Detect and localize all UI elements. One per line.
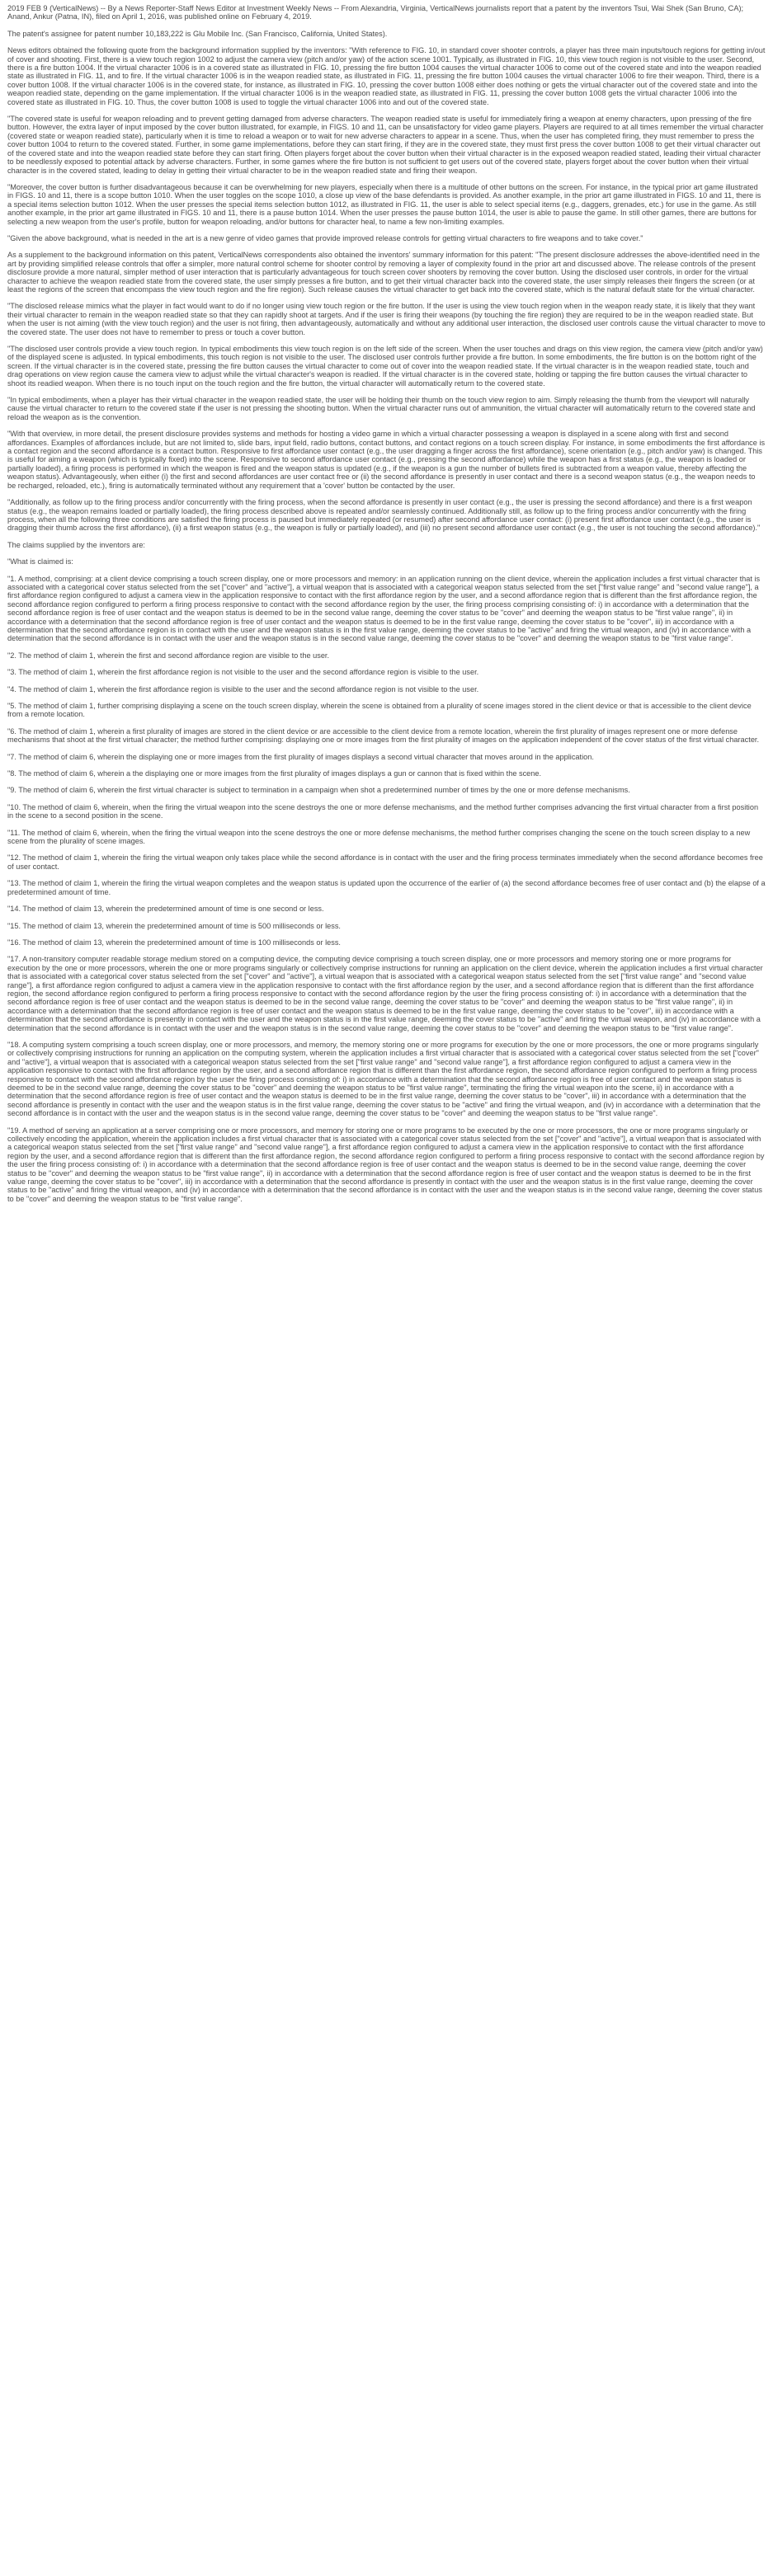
summary-paragraph: "The disclosed release mimics what the player in fact would want to do if no longer using view touch region or the fire button. If the user is using the view touch region when in the weapon ready state, it is likely that they want their virtual character to remain in the weapon readied state so that they can rapidly shoot at targets. And if the user is firing their weapons (by touching the fire region) they are required to be in the weapon readied state. But when the user is not aiming (with the view touch region) and the user is not firing, then advantageously, automatically and without any additional user interaction, the disclosed user controls cause the virtual character to move to the covered state. The user does not have to remember to press or touch a cover button. — [7, 302, 766, 336]
assignee-paragraph: The patent's assignee for patent number 10,183,222 is Glu Mobile Inc. (San Francisco, California, United States). — [7, 29, 388, 38]
background-paragraph: "Moreover, the cover button is further disadvantageous because it can be overwhelming for new players, especially when there is a multitude of other buttons on the screen. For instance, in the typical prior art game illustrated in FIGS. 10 and 11, there is a scope button 1010. When the user toggles on the scope 1010, a close up view of the base defendants is provided. As another example, in the prior art game illustrated in FIGS. 10 and 11, there is a special items selection button 1012. When the user presses the special items selection button 1012, as illustrated in FIG. 11, the user is able to select special items (e.g., daggers, grenades, etc.) for use in the game. As still another example, in the prior art game illustrated in FIGS. 10 and 11, there is a pause button 1014. When the user presses the pause button 1014, the user is able to pause the game. In still other games, there are buttons for selecting a new weapon from the user's profile, button for weapon reloading, and/or buttons for character heal, to name a few non-limiting examples. — [7, 182, 761, 226]
summary-paragraph: "In typical embodiments, when a player has their virtual character in the weapon readied state, the user will be holding their thumb on the touch view region to aim. Simply releasing the thumb from the viewport will naturally cause the virtual character to return to the covered state if the user is not pressing the shooting button. When the virtual character runs out of ammunition, the virtual character will automatically return to the covered state and reload the weapon as is the convention. — [7, 396, 756, 421]
claim-paragraph: "3. The method of claim 1, wherein the first affordance region is not visible to the user and the second affordance region is visible to the user. — [7, 668, 479, 677]
claim-paragraph: "17. A non-transitory computer readable storage medium stored on a computing device, the computing device comprising a touch screen display, one or more processors and memory storing one or more programs for execution by the one or more processors, wherein the one or more programs singularly or collectively comprise instructions for running an application on the client device, wherein the application includes a first virtual character that is associated with a categorical cover status selected from the set ["cover" and "active"], a virtual weapon that is associated with a categorical weapon status selected from the set ["first value range" and "second value range"], a first affordance region configured to adjust a camera view in the application responsive to contact with the first affordance region by the user, and a second affordance region that is different than the first affordance region, the second affordance region configured to perform a firing process responsive to contact with the second affordance region by the user the firing process consisting of: i) in accordance with a determination that the second affordance region is free of user contact and the weapon status is deemed to be in the second value range, deeming the cover status to be "cover" and deeming the weapon status to be "first value range", ii) in accordance with a determination that the second affordance region is free of user contact and the weapon status is deemed to be in the first value range, deeming the cover status to be "cover", iii) in accordance with a determination that the second affordance is presently in contact with the user and the weapon status is in the first value range, deeming the cover status to be "active" and firing the virtual weapon, and (iv) in accordance with a determination that the second affordance is in contact with the user and the weapon status is in the second value range, deeming the cover status to be "cover" and deeming the weapon status to be "first value range". — [7, 955, 763, 1032]
article-body — [0, 0, 773, 1203]
background-paragraph: "Given the above background, what is needed in the art is a new genre of video games that provide improved release controls for getting virtual characters to fire weapons and to take cover." — [7, 233, 643, 242]
claim-paragraph: "2. The method of claim 1, wherein the first and second affordance region are visible to the user. — [7, 651, 330, 660]
claim-paragraph: "7. The method of claim 6, wherein the displaying one or more images from the first plurality of images displays a second virtual character that moves around in the application. — [7, 752, 594, 761]
claim-paragraph: "5. The method of claim 1, further comprising displaying a scene on the touch screen display, wherein the scene is obtained from a plurality of scene images stored in the client device or that is accessible to the client device from a remote location. — [7, 702, 752, 719]
claims-intro: The claims supplied by the inventors are: — [7, 540, 145, 549]
claim-paragraph: "1. A method, comprising: at a client device comprising a touch screen display, one or more processors and memory: in an application running on the client device, wherein the application includes a first virtual character that is associated with a categorical cover status selected from the set ["cover" and "active"], a virtual weapon that is associated with a categorical weapon status selected from the set ["first value range" and "second value range"], a first affordance region configured to adjust a camera view in the application responsive to contact with the first affordance region by the user, and a second affordance region that is different than the first affordance region, the second affordance region configured to perform a firing process responsive to contact with the second affordance region by the user, the firing process comprising consisting of: i) in accordance with a determination that the second affordance region is free of user contact and the weapon status is deemed to be in the second value range, deeming the cover status to be "cover" and deeming the weapon status to be "first value range", ii) in accordance with a determination that the second affordance region is free of user contact and the weapon status is deemed to be in the first value range, deeming the cover status to be "cover", iii) in accordance with a determination that the second affordance region is in contact with the user and the weapon status is in the first value range, deeming the cover status to be "active" and firing the virtual weapon, and (iv) in accordance with a determination that the second affordance is in contact with the user and the weapon status is in the second value range, deeming the cover status to be "cover" and deeming the weapon status to be "first value range". — [7, 574, 761, 643]
background-paragraph: News editors obtained the following quote from the background information supplied by the inventors: "With reference to FIG. 10, in standard cover shooter controls, a player has three main inputs/touch regions for getting in/out of cover and shooting. First, there is a view touch region 1002 to adjust the camera view (pitch and/or yaw) of the action scene 1001. Typically, as illustrated in FIG. 10, this view touch region is not visible to the user. Second, there is a fire button 1004. If the virtual character 1006 is in a covered state as illustrated in FIG. 10, pressing the fire button 1004 causes the virtual character 1006 to come out of the covered state and into the weapon readied state as illustrated in FIG. 11, and to fire. If the virtual character 1006 is in the weapon readied state, as illustrated in FIG. 11, pressing the fire button 1004 causes the virtual character 1006 to fire their weapon. Third, there is a cover button 1008. If the virtual character 1006 is in the covered state, for instance, as illustrated in FIG. 10, pressing the cover button 1008 either does nothing or gets the virtual character out of the covered state and into the weapon readied state, depending on the game implementation. If the virtual character 1006 is in the weapon readied state, as illustrated in FIG. 11, pressing the cover button 1008 gets the virtual character 1006 into the covered state as illustrated in FIG. 10. Thus, the cover button 1008 is used to toggle the virtual character 1006 into and out of the covered state. — [7, 46, 766, 106]
background-paragraph: "The covered state is useful for weapon reloading and to prevent getting damaged from adverse characters. The weapon readied state is useful for immediately firing a weapon at enemy characters, upon pressing of the fire button. However, the extra layer of input imposed by the cover button illustrated, for example, in FIGS. 10 and 11, can be unsatisfactory for video game players. Players are required to at all times remember the virtual character (covered state or weapon readied state), particularly when it is time to reload a weapon or to wait for new adverse characters to appear in a scene. Thus, when the user has completed firing, they must remember to press the cover button 1004 to return to the covered stated. Further, in some game implementations, before they can start firing, if they are in the covered state, they must first press the cover button 1008 to get their virtual character out of the covered state and into the weapon readied state before they can start firing. Often players forget about the cover button when their virtual character is in the exposed weapon readied stated, leading their virtual character to be needlessly exposed to potential attack by adverse characters. Further, in some games where the fire button is not sufficient to get users out of the covered state, players forget about the cover button when their virtual character is in the covered stated, leading to delay in getting their virtual character to be in the weapon readied state and firing their weapon. — [7, 115, 764, 175]
claim-paragraph: "13. The method of claim 1, wherein the firing the virtual weapon completes and the weapon status is updated upon the occurrence of the earlier of (a) the second affordance becomes free of user contact and (b) the elapse of a predetermined amount of time. — [7, 879, 766, 896]
claim-paragraph: "18. A computing system comprising a touch screen display, one or more processors, and memory, the memory storing one or more programs for execution by the one or more processors, the one or more programs singularly or collectively comprising instructions for running an application on the computing system, wherein the application includes a first virtual character that is associated with a categorical cover status selected from the set ["cover" and "active"], a virtual weapon that is associated with a categorical weapon status selected from the set ["first value range" and "second value range"], a first affordance region configured to adjust a camera view in the application responsive to contact with the first affordance region by the user, and a second affordance region that is different than the first affordance region, the second affordance region configured to perform a firing process responsive to contact with the second affordance region by the user the firing process consisting of: i) in accordance with a determination that the second affordance region is free of user contact and the weapon status is deemed to be in the second value range, deeming the cover status to be "cover" and deeming the weapon status to be "first value range", terminating the firing the virtual weapon into the scene, ii) in accordance with a determination that the second affordance region is free of user contact and the weapon status is deemed to be in the first value range, deeming the cover status to be "cover", iii) in accordance with a determination that the second affordance is presently in contact with the user and the weapon status is in the first value range, deeming the cover status to be "active" and firing the virtual weapon, and (iv) in accordance with a determination that the second affordance is in contact with the user and the weapon status is in the second value range, deeming the cover status to be "cover" and deeming the weapon status to be "first value range". — [7, 1040, 761, 1118]
claim-paragraph: "12. The method of claim 1, wherein the firing the virtual weapon only takes place while the second affordance is in contact with the user and the firing process terminates immediately when the second affordance becomes free of user contact. — [7, 853, 763, 871]
claim-paragraph: "9. The method of claim 6, wherein the first virtual character is subject to termination in a campaign when shot a predetermined number of times by the one or more defense mechanisms. — [7, 786, 630, 795]
claim-paragraph: "10. The method of claim 6, wherein, when the firing the virtual weapon into the scene destroys the one or more defense mechanisms, and the method further comprises advancing the first virtual character from a first position in the scene to a second position in the scene. — [7, 802, 759, 820]
summary-paragraph: "With that overview, in more detail, the present disclosure provides systems and methods for hosting a video game in which a virtual character possessing a weapon is displayed in a scene along with first and second affordances. Examples of affordances include, but are not limited to, slide bars, input field, radio buttons, contact buttons, and contact regions on a touch screen display. For instance, in some embodiments the first affordance is a contact region and the second affordance is a contact button. Responsive to first affordance user contact (e.g., the user dragging a finger across the first affordance), scene orientation (e.g., pitch and/or yaw) is changed. This is useful for aiming a weapon (which is typically fixed) into the scene. Responsive to second affordance user contact (e.g., pressing the second affordance) while the weapon has a first status (e.g., the weapon is loaded or partially loaded), a firing process is performed in which the weapon is fired and the weapon status is updated (e.g., if the weapon is a gun the number of bullets fired is subtracted from a weapon value, thereby affecting the weapon status). Advantageously, when either (i) the first and second affordances are user contact free or (ii) the second affordance is presently in user contact and there is a second weapon status (e.g., the weapon needs to be recharged, reloaded, etc.), firing is automatically terminated without any requirement that a 'cover' button be contacted by the user. — [7, 430, 766, 490]
summary-paragraph: As a supplement to the background information on this patent, VerticalNews correspondents also obtained the inventors' summary information for this patent: "The present disclosure addresses the above-identified need in the art by providing simplified release controls that offer a simpler, more natural control scheme for shooter control by removing a layer of complexity found in the prior art and discussed above. The release controls of the present disclosure provide a more natural, simpler method of user interaction that is particularly advantageous for touch screen cover shooters by removing the cover button. Using the disclosed user controls, in order for the virtual character to achieve the weapon readied state from the covered state, the user simply presses a fire button, and to get their virtual character back into the covered state, the user simply releases their fingers the screen (or at least the regions of the screen that encompass the view touch region and the fire region). Such release causes the virtual character to get back into the covered state, which is the natural default state for the virtual character. — [7, 251, 761, 294]
claim-paragraph: "6. The method of claim 1, wherein a first plurality of images are stored in the client device or are accessible to the client device from a remote location, wherein the first plurality of images represent one or more defense mechanisms that shoot at the first virtual character; the method further comprising: displaying one or more images from the first plurality of images on the application independent of the cover status of the first virtual character. — [7, 726, 760, 745]
claim-paragraph: "16. The method of claim 13, wherein the predetermined amount of time is 100 milliseconds or less. — [7, 938, 341, 947]
summary-paragraph: "Additionally, as follow up to the firing process and/or concurrently with the firing process, when the second affordance is presently in user contact (e.g., the user is pressing the second affordance) and there is a first weapon status (e.g., the weapon remains loaded or partially loaded), the firing process described above is repeated and/or seamlessly continued. Additionally still, as follow up to the firing process and/or concurrently with the firing process, when all the following three conditions are satisfied the firing process is paused but immediately repeated (or resumed) after second affordance user contact: (i) present first affordance user contact (e.g., the user is dragging their thumb across the first affordance), (ii) a first weapon status (e.g., the weapon is fully or partially loaded), and (iii) no present second affordance user contact (e.g., the user is not touching the second affordance)." — [7, 498, 761, 533]
claim-paragraph: "15. The method of claim 13, wherein the predetermined amount of time is 500 milliseconds or less. — [7, 921, 341, 930]
claim-paragraph: "19. A method of serving an application at a server comprising one or more processors, and memory for storing one or more programs to be executed by the one or more processors, the one or more programs singularly or collectively encoding the application, wherein the application includes a first virtual character that is associated with a categorical cover status selected from the set ["cover" and "active"], a virtual weapon that is associated with a categorical weapon status selected from the set ["first value range" and "second value range"], a first affordance region configured to adjust a camera view in the application responsive to contact with the first affordance region by the user, and a second affordance region that is different than the first affordance region, the second affordance region configured to perform a firing process responsive to contact with the second affordance region by the user the firing process consisting of: i) in accordance with a determination that the second affordance region is free of user contact and the weapon status is deemed to be in the second value range, deeming the cover status to be "cover" and deeming the weapon status to be "first value range", ii) in accordance with a determination that the second affordance region is free of user contact and the weapon status is deemed to be in the first value range, deeming the cover status to be "cover", iii) in accordance with a determination that the second affordance is presently in contact with the user and the weapon status is in the first value range, deeming the cover status to be "active" and firing the virtual weapon, and (iv) in accordance with a determination that the second affordance is in contact with the user and the weapon status is in the second value range, deeming the cover status to be "cover" and deeming the weapon status to be "first value range". — [7, 1126, 765, 1203]
claim-paragraph: "4. The method of claim 1, wherein the first affordance region is visible to the user and the second affordance region is not visible to the user. — [7, 684, 479, 693]
claims-heading: "What is claimed is: — [7, 557, 73, 566]
claim-paragraph: "11. The method of claim 6, wherein, when the firing the virtual weapon into the scene destroys the one or more defense mechanisms, the method further comprises changing the scene on the touch screen display to a new scene from the plurality of scene images. — [7, 828, 751, 846]
claim-paragraph: "8. The method of claim 6, wherein a the displaying one or more images from the first plurality of images displays a gun or cannon that is fixed within the scene. — [7, 769, 542, 778]
summary-paragraph: "The disclosed user controls provide a view touch region. In typical embodiments this view touch region is on the left side of the screen. When the user touches and drags on this view region, the camera view (pitch and/or yaw) of the displayed scene is adjusted. In typical embodiments, this touch region is not visible to the user. The disclosed user controls further provide a fire button. In some embodiments, the fire button is on the bottom right of the screen. If the virtual character is in the covered state, pressing the fire button causes the virtual character to come out of cover into the weapon readied state. If the virtual character is in the weapon readied state, touch and drag operations on view region cause the camera view to adjust while the virtual character's weapon is readied. If the virtual character is in the covered state, holding or tapping the fire button causes the virtual character to shoot its readied weapon. When there is no touch input on the touch region and the fire button, the virtual character will automatically return to the covered state. — [7, 345, 763, 388]
dateline-paragraph: 2019 FEB 9 (VerticalNews) -- By a News Reporter-Staff News Editor at Investment Weekly News -- From Alexandria, Virginia, VerticalNews journalists report that a patent by the inventors Tsui, Wai Shek (San Bruno, CA); Anand, Ankur (Patna, IN), filed on April 1, 2016, was published online on February 4, 2019. — [7, 4, 744, 21]
claim-paragraph: "14. The method of claim 13, wherein the predetermined amount of time is one second or less. — [7, 905, 324, 914]
